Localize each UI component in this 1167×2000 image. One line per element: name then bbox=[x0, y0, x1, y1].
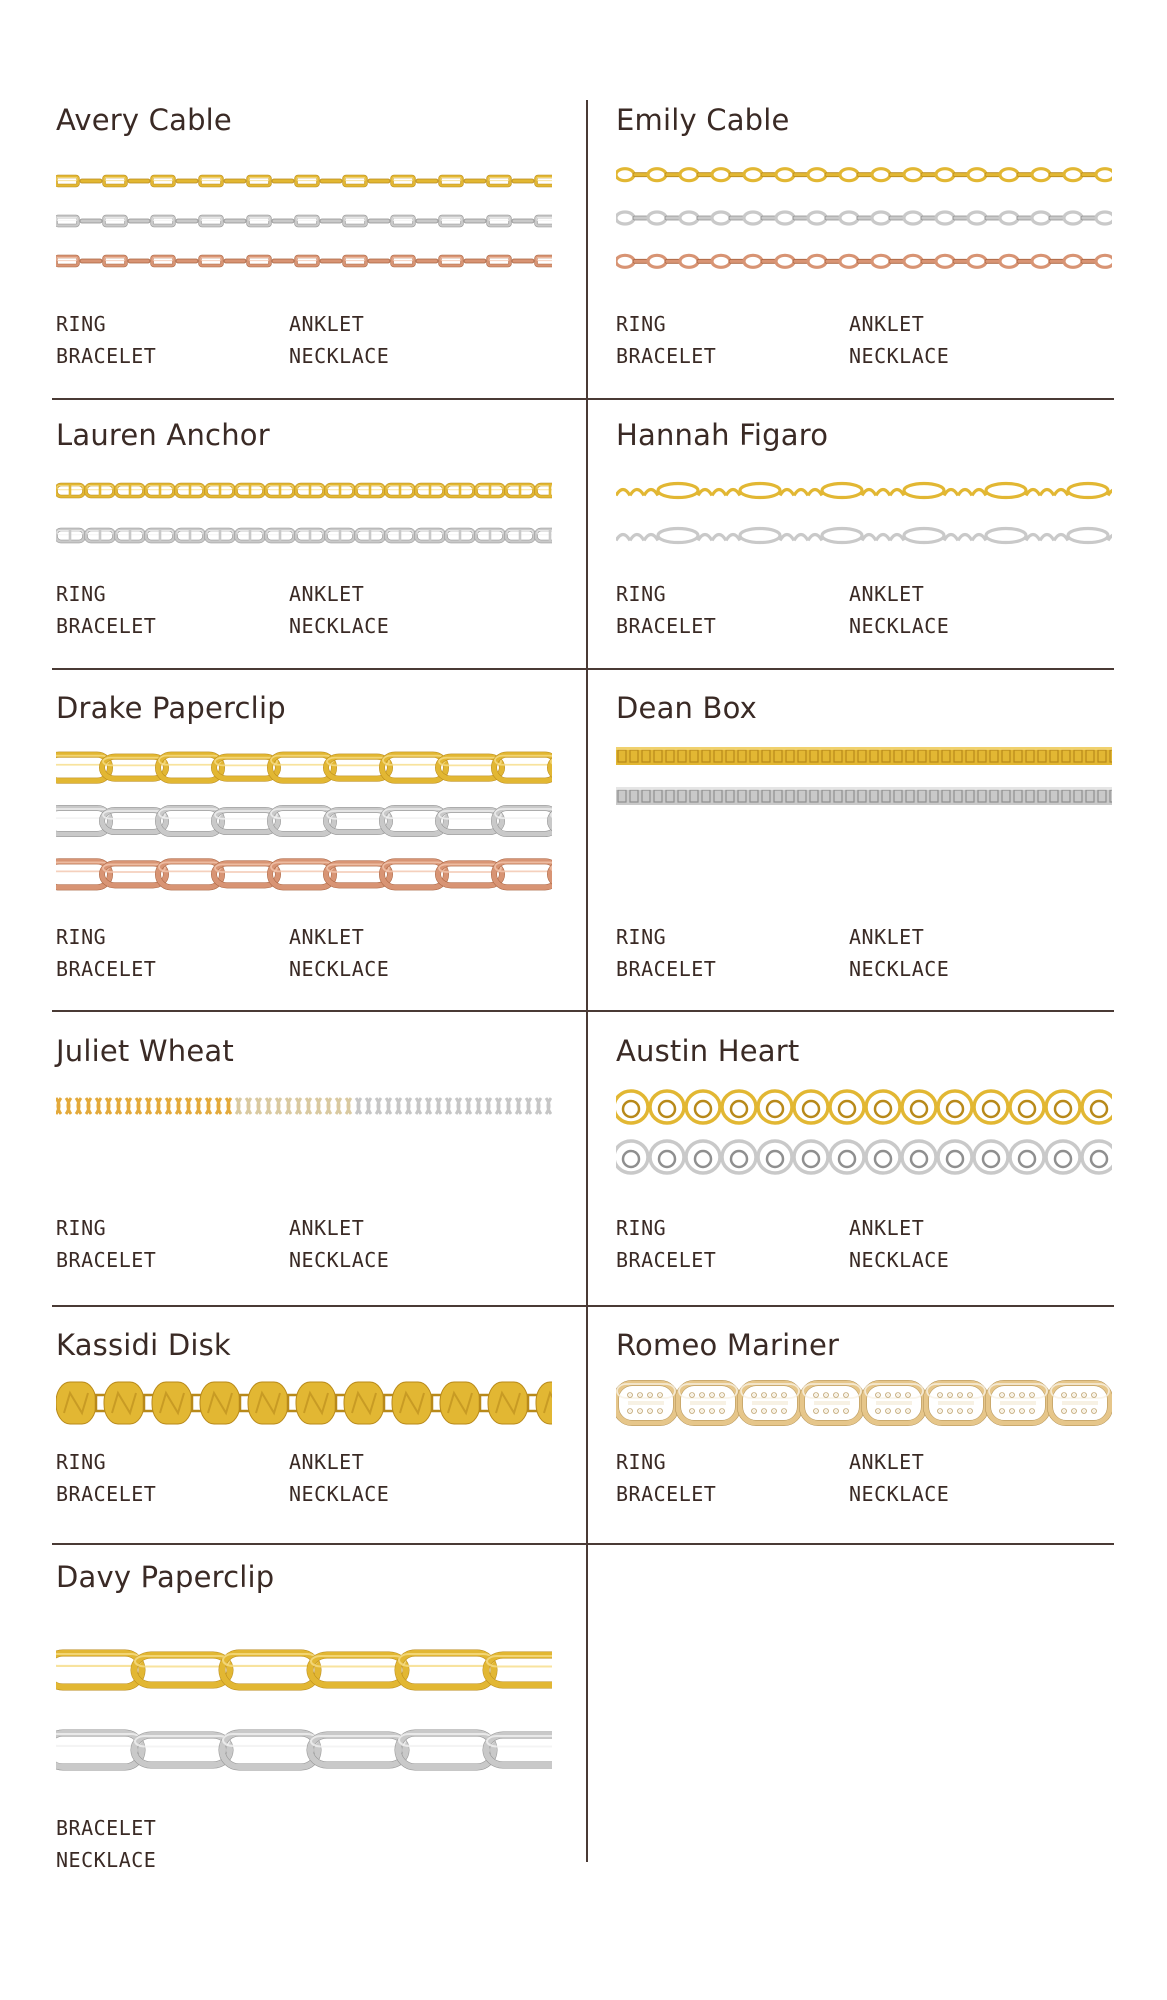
usage-ring: RING bbox=[616, 582, 667, 606]
chain-strand-gold bbox=[56, 1382, 552, 1424]
usage-ring: RING bbox=[616, 1450, 667, 1474]
usage-anklet: ANKLET bbox=[289, 1216, 365, 1240]
usage-necklace: NECKLACE bbox=[289, 1248, 390, 1272]
usage-ring: RING bbox=[616, 312, 667, 336]
chain-strand-silver bbox=[56, 1733, 552, 1767]
chain-strand-gold bbox=[56, 485, 552, 497]
usage-anklet: ANKLET bbox=[289, 1450, 365, 1474]
chain-strand-pave bbox=[616, 1383, 1110, 1423]
usage-bracelet: BRACELET bbox=[616, 1482, 717, 1506]
usage-ring: RING bbox=[56, 1216, 107, 1240]
usage-necklace: NECKLACE bbox=[289, 344, 390, 368]
usage-necklace: NECKLACE bbox=[849, 1248, 950, 1272]
usage-bracelet: BRACELET bbox=[56, 614, 157, 638]
usage-necklace: NECKLACE bbox=[849, 344, 950, 368]
usage-necklace: NECKLACE bbox=[849, 957, 950, 981]
usage-ring: RING bbox=[56, 925, 107, 949]
chain-strand-silver bbox=[56, 217, 552, 226]
chain-strand-rose bbox=[56, 861, 552, 887]
row-divider bbox=[588, 1305, 1114, 1307]
usage-anklet: ANKLET bbox=[849, 1450, 925, 1474]
row-divider bbox=[588, 1010, 1114, 1012]
usage-bracelet: BRACELET bbox=[616, 1248, 717, 1272]
usage-ring: RING bbox=[56, 582, 107, 606]
usage-anklet: ANKLET bbox=[289, 925, 365, 949]
usage-bracelet: BRACELET bbox=[56, 344, 157, 368]
chain-strand-silver bbox=[616, 1141, 1112, 1173]
chain-name: Romeo Mariner bbox=[616, 1328, 840, 1362]
usage-bracelet: BRACELET bbox=[616, 957, 717, 981]
usage-bracelet: BRACELET bbox=[56, 1816, 157, 1840]
chain-strand-silver bbox=[616, 212, 1112, 224]
chain-name: Lauren Anchor bbox=[56, 418, 270, 452]
chain-strand-silver bbox=[56, 530, 552, 542]
chain-strand-gold bbox=[56, 1653, 552, 1687]
usage-necklace: NECKLACE bbox=[289, 1482, 390, 1506]
usage-anklet: ANKLET bbox=[849, 582, 925, 606]
chain-name: Avery Cable bbox=[56, 103, 232, 137]
chain-image bbox=[56, 1378, 552, 1428]
column-divider bbox=[586, 100, 588, 1862]
row-divider bbox=[588, 668, 1114, 670]
usage-anklet: ANKLET bbox=[289, 312, 365, 336]
chain-strand-silver bbox=[616, 529, 1112, 543]
chain-name: Austin Heart bbox=[616, 1034, 800, 1068]
usage-necklace: NECKLACE bbox=[289, 614, 390, 638]
usage-bracelet: BRACELET bbox=[56, 957, 157, 981]
chain-name: Emily Cable bbox=[616, 103, 790, 137]
chain-strand-gold bbox=[56, 177, 552, 186]
usage-anklet: ANKLET bbox=[849, 925, 925, 949]
chain-strand-two-tone bbox=[56, 1098, 551, 1114]
chain-name: Dean Box bbox=[616, 691, 758, 725]
usage-ring: RING bbox=[56, 1450, 107, 1474]
chain-strand-rose bbox=[616, 255, 1112, 267]
chain-image bbox=[56, 1630, 552, 1790]
usage-ring: RING bbox=[616, 925, 667, 949]
chain-name: Hannah Figaro bbox=[616, 418, 829, 452]
usage-bracelet: BRACELET bbox=[616, 344, 717, 368]
usage-necklace: NECKLACE bbox=[849, 614, 950, 638]
usage-necklace: NECKLACE bbox=[289, 957, 390, 981]
usage-bracelet: BRACELET bbox=[616, 614, 717, 638]
chain-strand-gold bbox=[616, 484, 1112, 498]
chain-name: Juliet Wheat bbox=[56, 1034, 234, 1068]
chain-image bbox=[56, 741, 552, 901]
chain-name: Drake Paperclip bbox=[56, 691, 286, 725]
row-divider bbox=[52, 1543, 586, 1545]
usage-ring: RING bbox=[56, 312, 107, 336]
chain-image bbox=[56, 468, 552, 558]
chain-name: Kassidi Disk bbox=[56, 1328, 231, 1362]
row-divider bbox=[588, 1543, 1114, 1545]
chain-image bbox=[616, 1082, 1112, 1182]
usage-ring: RING bbox=[616, 1216, 667, 1240]
chain-image bbox=[616, 736, 1112, 816]
chain-image bbox=[616, 468, 1112, 558]
chain-strand-silver bbox=[56, 808, 552, 834]
chain-strand-gold bbox=[56, 755, 552, 781]
chain-strand-rose bbox=[56, 257, 552, 266]
chain-image bbox=[56, 161, 552, 281]
chain-image bbox=[616, 1378, 1112, 1428]
row-divider bbox=[52, 1010, 586, 1012]
chain-strand-silver bbox=[616, 787, 1112, 805]
usage-necklace: NECKLACE bbox=[56, 1848, 157, 1872]
chain-image bbox=[56, 1086, 552, 1126]
chain-strand-gold bbox=[616, 747, 1112, 765]
usage-anklet: ANKLET bbox=[849, 1216, 925, 1240]
chain-name: Davy Paperclip bbox=[56, 1560, 275, 1594]
usage-anklet: ANKLET bbox=[289, 582, 365, 606]
row-divider bbox=[52, 1305, 586, 1307]
usage-bracelet: BRACELET bbox=[56, 1482, 157, 1506]
chain-strand-gold bbox=[616, 169, 1112, 181]
usage-anklet: ANKLET bbox=[849, 312, 925, 336]
row-divider bbox=[52, 398, 586, 400]
row-divider bbox=[52, 668, 586, 670]
usage-necklace: NECKLACE bbox=[849, 1482, 950, 1506]
usage-bracelet: BRACELET bbox=[56, 1248, 157, 1272]
chain-image bbox=[616, 153, 1112, 283]
chain-strand-gold bbox=[616, 1091, 1112, 1123]
row-divider bbox=[588, 398, 1114, 400]
